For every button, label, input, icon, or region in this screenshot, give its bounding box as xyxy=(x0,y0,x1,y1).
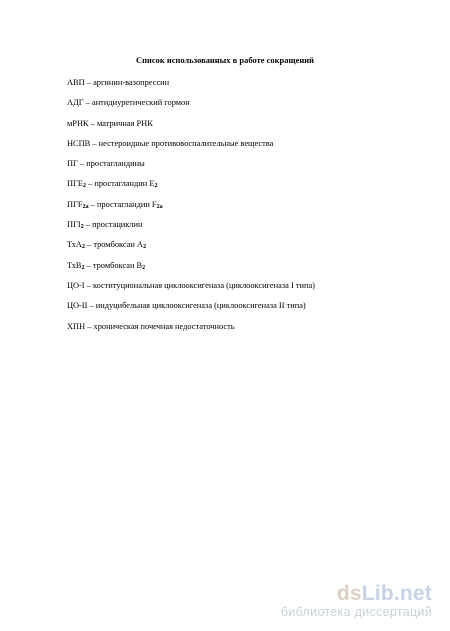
abbreviation-definition: – тромбоксан А xyxy=(84,240,144,250)
watermark-logo-ds: ds xyxy=(336,582,362,605)
page-title: Список использованных в работе сокращений xyxy=(135,56,314,65)
abbreviation-term: ПГF xyxy=(67,199,83,209)
abbreviation-definition-subscript: 2 xyxy=(143,244,147,251)
abbreviation-definition: – тромбоксан В xyxy=(84,260,143,270)
abbreviation-term-subscript: 2 xyxy=(81,244,85,251)
abbreviation-item xyxy=(67,78,315,98)
abbreviation-definition-subscript: 2 xyxy=(142,264,146,271)
abbreviation-item xyxy=(67,119,315,139)
abbreviation-item xyxy=(67,322,315,342)
abbreviation-definition: – простациклин xyxy=(83,220,143,230)
abbreviation-term-subscript: 2 xyxy=(80,224,84,231)
abbreviation-definition: – матричная РНК xyxy=(88,118,153,128)
abbreviation-term: ТхА xyxy=(67,240,82,250)
abbreviation-item xyxy=(67,139,315,159)
abbreviation-item xyxy=(67,240,315,260)
abbreviation-term: ХПН xyxy=(67,321,86,331)
abbreviation-definition-subscript: 2 xyxy=(154,183,158,190)
abbreviation-definition: – нестероидные противовоспалительные вещества xyxy=(90,138,274,148)
abbreviation-term: АДГ xyxy=(67,98,84,108)
abbreviation-term-subscript: 2 xyxy=(83,183,87,190)
abbreviation-item xyxy=(67,220,315,240)
abbreviation-term: НСПВ xyxy=(67,138,91,148)
abbreviation-term-subscript: 2a xyxy=(82,203,89,210)
watermark xyxy=(281,583,432,619)
abbreviation-definition: – простагландин F xyxy=(88,199,157,209)
abbreviation-list xyxy=(67,78,315,342)
abbreviation-item xyxy=(67,200,315,220)
abbreviation-item xyxy=(67,98,315,118)
abbreviation-definition-subscript: 2a xyxy=(156,203,163,210)
watermark-subtitle: библиотека диссертаций xyxy=(280,605,432,619)
abbreviation-item xyxy=(67,301,315,321)
watermark-logo xyxy=(281,583,432,605)
abbreviation-definition: – аргинин-вазопрессин xyxy=(84,78,170,87)
abbreviation-item xyxy=(67,261,315,281)
watermark-logo-lib: Lib.net xyxy=(361,582,432,605)
abbreviation-term: мРНК xyxy=(67,118,89,128)
abbreviation-term: ПГI xyxy=(67,220,81,230)
abbreviation-term-subscript: 2 xyxy=(81,264,85,271)
abbreviation-definition: – простагландин Е xyxy=(86,179,155,189)
abbreviation-term: ПГЕ xyxy=(67,179,84,189)
abbreviation-term: АВП xyxy=(67,78,85,87)
abbreviation-item xyxy=(67,179,315,199)
abbreviation-definition: – коституциональная циклооксигеназа (циклооксигеназа I типа) xyxy=(84,280,315,290)
abbreviation-term: ТхВ xyxy=(67,260,82,270)
abbreviation-item xyxy=(67,159,315,179)
abbreviation-term: ПГ xyxy=(67,159,78,169)
abbreviation-item xyxy=(67,281,315,301)
abbreviation-definition: – антидиуретический гормон xyxy=(83,98,190,108)
abbreviation-definition: – хроническая почечная недостаточность xyxy=(85,321,235,331)
abbreviation-term: ЦО-I xyxy=(67,280,85,290)
abbreviation-term: ЦО-II xyxy=(67,301,88,311)
abbreviation-definition: – индуцибельная циклооксигеназа (циклооксигеназа II типа) xyxy=(87,301,306,311)
abbreviation-definition: – простагландины xyxy=(77,159,145,169)
